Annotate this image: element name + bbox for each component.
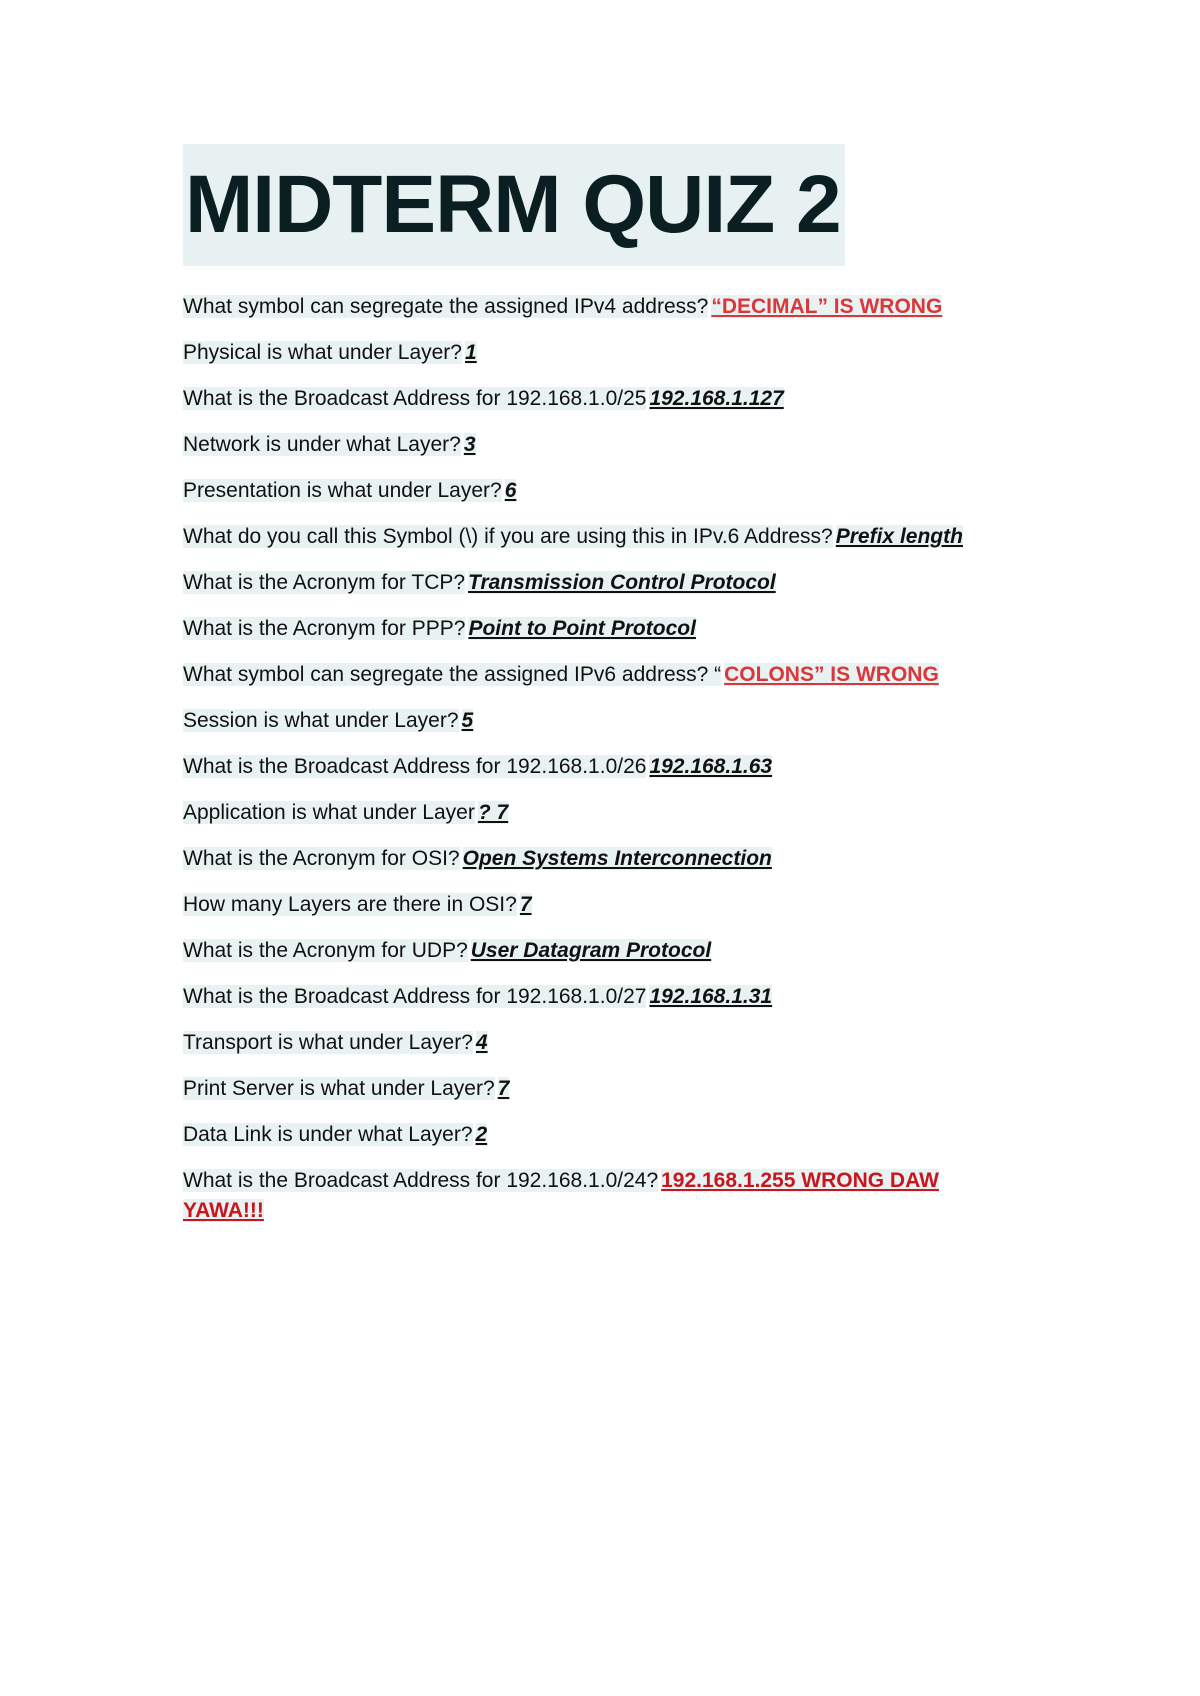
answer-text: 192.168.1.63	[649, 755, 773, 778]
question-text: What is the Acronym for OSI?	[183, 847, 460, 870]
document-page	[183, 144, 1043, 1242]
question-text: What is the Acronym for PPP?	[183, 617, 466, 640]
question-text: What do you call this Symbol (\) if you are using this in IPv.6 Address?	[183, 525, 833, 548]
answer-text: COLONS” IS WRONG	[724, 663, 939, 686]
quiz-item	[183, 614, 1043, 644]
answer-text: 4	[475, 1031, 488, 1054]
quiz-list	[183, 292, 1043, 1226]
question-text: What is the Acronym for UDP?	[183, 939, 468, 962]
answer-text: 3	[463, 433, 476, 456]
quiz-item	[183, 338, 1043, 368]
answer-text: 2	[475, 1123, 488, 1146]
quiz-item	[183, 522, 1043, 552]
question-text: What is the Broadcast Address for 192.168.1.0/24?	[183, 1169, 659, 1192]
question-text: How many Layers are there in OSI?	[183, 893, 517, 916]
quiz-item	[183, 660, 1043, 690]
quiz-item	[183, 982, 1043, 1012]
question-text: What is the Acronym for TCP?	[183, 571, 466, 594]
question-text: Application is what under Layer	[183, 801, 475, 824]
quiz-item	[183, 936, 1043, 966]
quiz-item	[183, 798, 1043, 828]
quiz-item	[183, 890, 1043, 920]
answer-text: Open Systems Interconnection	[462, 847, 772, 870]
question-text: What is the Broadcast Address for 192.168.1.0/25	[183, 387, 647, 410]
answer-text: Transmission Control Protocol	[468, 571, 776, 594]
question-text: What is the Broadcast Address for 192.168.1.0/27	[183, 985, 647, 1008]
quiz-item	[183, 430, 1043, 460]
answer-text: 192.168.1.127	[649, 387, 784, 410]
question-text: Session is what under Layer?	[183, 709, 459, 732]
answer-text: 6	[504, 479, 517, 502]
question-text: Physical is what under Layer?	[183, 341, 462, 364]
answer-text: Point to Point Protocol	[468, 617, 696, 640]
answer-text: 5	[461, 709, 474, 732]
answer-text: User Datagram Protocol	[470, 939, 712, 962]
question-text: Presentation is what under Layer?	[183, 479, 502, 502]
quiz-item	[183, 752, 1043, 782]
quiz-item	[183, 1028, 1043, 1058]
question-text: Network is under what Layer?	[183, 433, 461, 456]
quiz-item	[183, 292, 1043, 322]
question-text: Print Server is what under Layer?	[183, 1077, 495, 1100]
question-text: Data Link is under what Layer?	[183, 1123, 473, 1146]
quiz-item	[183, 706, 1043, 736]
quiz-item	[183, 844, 1043, 874]
question-text: What is the Broadcast Address for 192.168.1.0/26	[183, 755, 647, 778]
answer-text: Prefix length	[835, 525, 963, 548]
quiz-item	[183, 1120, 1043, 1150]
page-title: MIDTERM QUIZ 2	[183, 144, 845, 266]
answer-text: 192.168.1.31	[649, 985, 773, 1008]
quiz-item	[183, 384, 1043, 414]
quiz-item	[183, 1074, 1043, 1104]
question-text: What symbol can segregate the assigned IPv4 address?	[183, 295, 709, 318]
answer-text: 7	[497, 1077, 510, 1100]
quiz-item	[183, 568, 1043, 598]
answer-text: 7	[519, 893, 532, 916]
quiz-item	[183, 1166, 1003, 1226]
question-text: Transport is what under Layer?	[183, 1031, 473, 1054]
answer-text: ? 7	[477, 801, 509, 824]
answer-text: “DECIMAL” IS WRONG	[711, 295, 943, 318]
question-text: What symbol can segregate the assigned IPv6 address? “	[183, 663, 722, 686]
answer-text: 192.168.1.255 WRONG DAW YAWA!!!	[183, 1169, 939, 1222]
answer-text: 1	[464, 341, 477, 364]
quiz-item	[183, 476, 1043, 506]
